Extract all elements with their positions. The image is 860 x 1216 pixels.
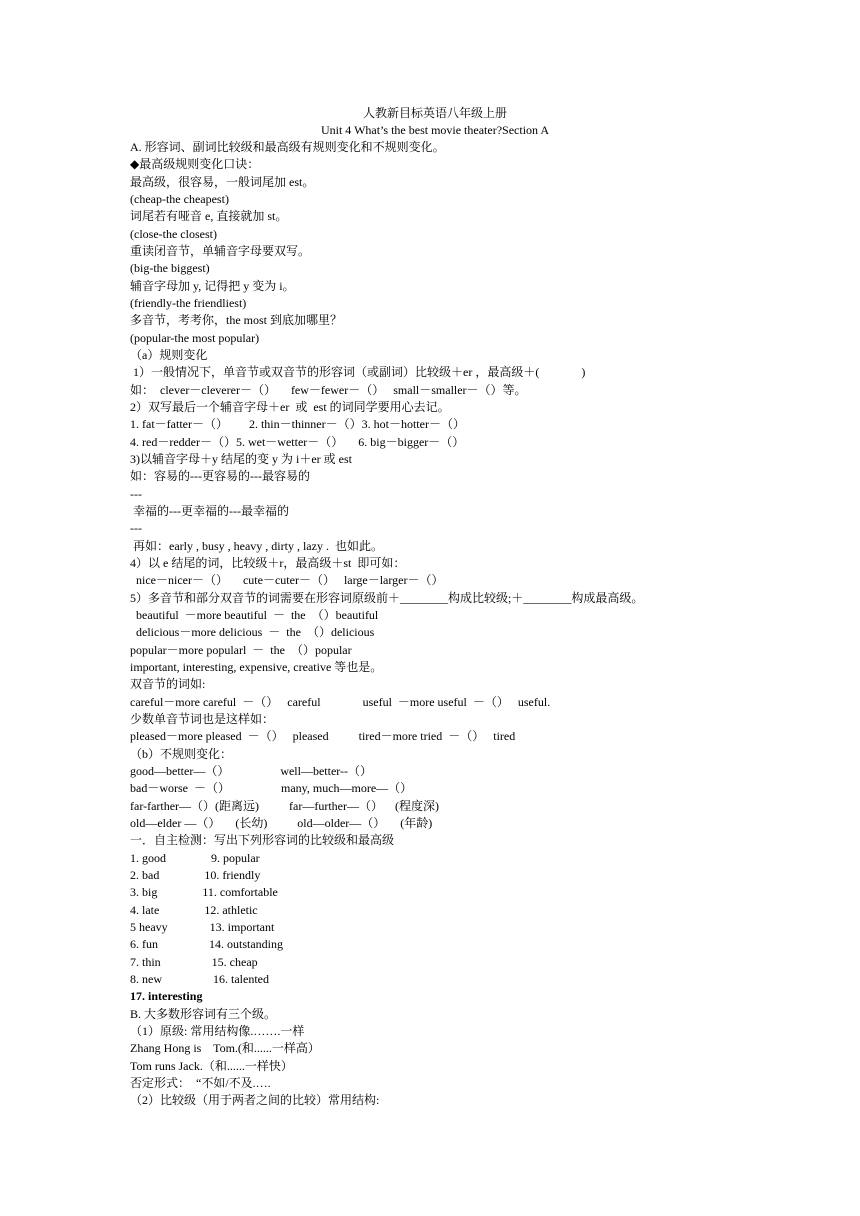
text-line: 3. big 11. comfortable <box>130 885 278 900</box>
text-line: Tom runs Jack.（和......一样快） <box>130 1058 293 1073</box>
text-line: --- <box>130 486 142 501</box>
text-line: far-farther—（）(距离远) far—further—（） (程度深) <box>130 798 440 813</box>
document-title-chinese: 人教新目标英语八年级上册 <box>362 106 507 120</box>
text-line: 1. fat－fatter－（） 2. thin－thinner－（）3. hot－hotter－（） <box>130 417 465 432</box>
text-line: 4. red－redder－（）5. wet－wetter－（） 6. big－bigger－（） <box>130 434 465 449</box>
text-line: pleased－more pleased －（） pleased tired－more tried －（） tired <box>130 729 516 744</box>
text-line: Zhang Hong is Tom.(和......一样高） <box>130 1041 320 1056</box>
text-line: 双音节的词如: <box>130 677 206 692</box>
text-line: 少数单音节词也是这样如： <box>130 711 275 726</box>
text-line: 5）多音节和部分双音节的词需要在形容词原级前＋________构成比较级;＋________构成最高级。 <box>130 590 644 605</box>
text-line: --- <box>130 521 142 536</box>
text-line: （2）比较级（用于两者之间的比较）常用结构: <box>130 1093 380 1108</box>
text-line: 一．自主检测：写出下列形容词的比较级和最高级 <box>130 833 395 848</box>
text-line: 3)以辅音字母＋y 结尾的变 y 为 i＋er 或 est <box>130 451 352 466</box>
text-line: (big-the biggest) <box>130 261 210 276</box>
text-line: 1. good 9. popular <box>130 850 260 865</box>
text-line: (close-the closest) <box>130 226 217 241</box>
text-line: good—better—（） well—better--（） <box>130 763 373 778</box>
text-line: important, interesting, expensive, creative 等也是。 <box>130 659 383 674</box>
text-line: （a）规则变化 <box>130 348 208 362</box>
text-line: ◆最高级规则变化口诀： <box>130 157 260 172</box>
text-line: bad－worse －（） many, much—more—（） <box>130 781 413 796</box>
text-line: 最高级，很容易，一般词尾加 est。 <box>130 174 315 189</box>
text-line: （b）不规则变化： <box>130 746 233 761</box>
text-line: 词尾若有哑音 e, 直接就加 st。 <box>130 209 288 224</box>
text-line: 2. bad 10. friendly <box>130 867 261 882</box>
text-line: old—elder —（） (长幼) old—older—（） (年龄) <box>130 815 433 830</box>
text-line: 否定形式： “不如/不及.…. <box>130 1075 271 1090</box>
text-line: (friendly-the friendliest) <box>130 296 247 310</box>
text-line: 再如：early , busy , heavy , dirty , lazy . 也如此。 <box>130 538 383 553</box>
text-line: 8. new 16. talented <box>130 971 269 986</box>
text-line: 4）以 e 结尾的词，比较级＋r，最高级＋st 即可如： <box>130 555 406 570</box>
text-line: delicious－more delicious － the （）delicious <box>130 625 375 640</box>
text-line: (cheap-the cheapest) <box>130 192 229 206</box>
text-line: 如：容易的---更容易的---最容易的 <box>130 469 310 484</box>
text-line: 重读闭音节，单辅音字母要双写。 <box>130 244 311 258</box>
text-line: 2）双写最后一个辅音字母＋er 或 est 的词同学要用心去记。 <box>130 399 450 414</box>
text-line: 1）一般情况下，单音节或双音节的形容词（或副词）比较级＋er ，最高级＋( ) <box>130 365 586 380</box>
text-line: 如： clever－cleverer－（） few－fewer－（） small－smaller－（）等。 <box>130 382 527 397</box>
text-line: popular－more popularl － the （）popular <box>130 642 352 657</box>
text-line: 17. interesting <box>130 989 203 1004</box>
text-line: 5 heavy 13. important <box>130 919 275 934</box>
text-line: nice－nicer－（） cute－cuter－（） large－larger－（） <box>130 573 444 588</box>
text-line: beautiful －more beautiful － the （）beautiful <box>130 607 379 622</box>
text-line: A. 形容词、副词比较级和最高级有规则变化和不规则变化。 <box>130 140 445 154</box>
text-line: careful－more careful －（） careful useful －more useful －（） useful. <box>130 694 551 709</box>
text-line: 多音节，考考你，the most 到底加哪里？ <box>130 313 342 328</box>
document-title-english: Unit 4 What’s the best movie theater?Section A <box>320 123 550 137</box>
text-line: B. 大多数形容词有三个级。 <box>130 1006 277 1021</box>
text-line: 6. fun 14. outstanding <box>130 937 283 952</box>
text-line: (popular-the most popular) <box>130 330 260 345</box>
text-line: 幸福的---更幸福的---最幸福的 <box>130 503 289 518</box>
text-line: （1）原级: 常用结构像.…….一样 <box>130 1023 305 1038</box>
text-line: 4. late 12. athletic <box>130 902 258 917</box>
text-line: 7. thin 15. cheap <box>130 954 258 969</box>
text-line: 辅音字母加 y, 记得把 y 变为 i。 <box>130 278 295 293</box>
